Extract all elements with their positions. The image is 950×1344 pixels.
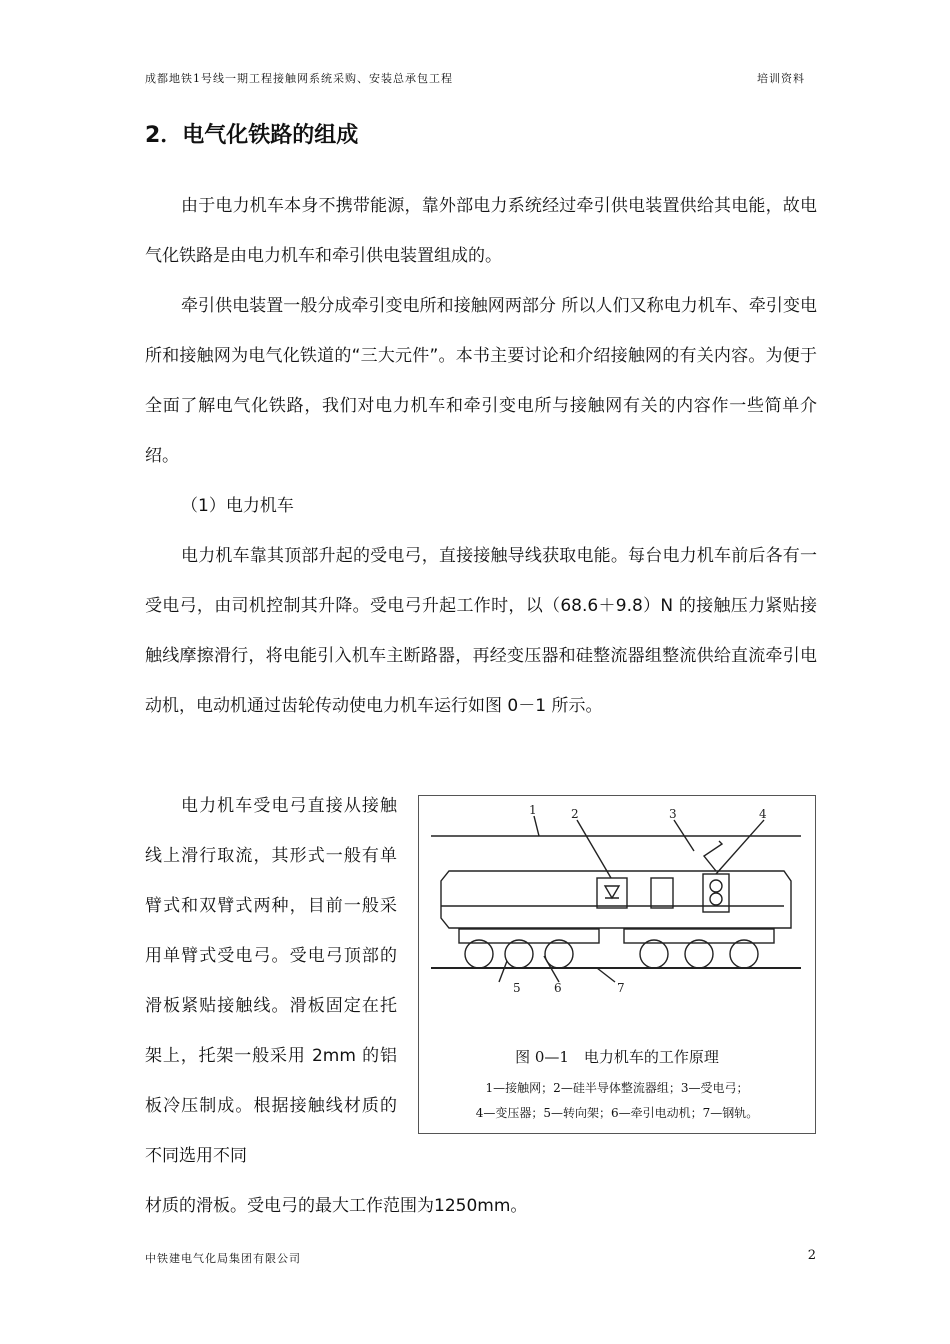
header-doc-type: 培训资料 xyxy=(757,72,805,85)
paragraph-1: 由于电力机车本身不携带能源，靠外部电力系统经过牵引供电装置供给其电能，故电气化铁路是由电力机车和牵引供电装置组成的。 xyxy=(145,196,817,266)
rectifier-box xyxy=(597,878,627,908)
page-header xyxy=(145,70,805,90)
label-7: 7 xyxy=(617,981,625,995)
label-6: 6 xyxy=(554,981,562,995)
bogie-right xyxy=(624,929,774,943)
paragraph-4-end: 材质的滑板。受电弓的最大工作范围为1250mm。 xyxy=(145,1196,528,1216)
page-number: 2 xyxy=(807,1248,817,1263)
label-5: 5 xyxy=(513,981,521,995)
bogie-left xyxy=(459,929,599,943)
rectifier-symbol xyxy=(605,886,619,898)
label-2: 2 xyxy=(571,807,579,821)
figure-legend-line-2: 4—变压器；5—转向架；6—牵引电动机；7—钢轨。 xyxy=(475,1106,759,1120)
paragraph-4: 电力机车受电弓直接从接触线上滑行取流，其形式一般有单臂式和双臂式两种，目前一般采用单臂式受电弓。受电弓顶部的滑板紧贴接触线。滑板固定在托架上，托架一般采用 2mm 的铝板冷压制成。根据接触线材质的不同选用不同 xyxy=(145,796,397,1166)
section-title: 2．电气化铁路的组成 xyxy=(145,123,359,148)
label-3: 3 xyxy=(669,807,677,821)
label-4: 4 xyxy=(759,807,767,821)
figure-caption: 图 0—1 电力机车的工作原理 xyxy=(515,1048,719,1066)
paragraph-2: 牵引供电装置一般分成牵引变电所和接触网两部分 所以人们又称电力机车、牵引变电所和接触网为电气化铁道的“三大元件”。本书主要讨论和介绍接触网的有关内容。为便于全面了解电气化铁路，我们对电力机车和牵引变电所与接触网有关的内容作一些简单介绍。 xyxy=(145,296,817,466)
footer-company: 中铁建电气化局集团有限公司 xyxy=(145,1252,301,1265)
locomotive-body xyxy=(441,871,791,928)
pantograph xyxy=(704,841,722,871)
paragraph-3: 电力机车靠其顶部升起的受电弓，直接接触导线获取电能。每台电力机车前后各有一受电弓，由司机控制其升降。受电弓升起工作时，以（68.6＋9.8）N 的接触压力紧贴接触线摩擦滑行，将电能引入机车主断路器，再经变压器和硅整流器组整流供给直流牵引电动机，电动机通过齿轮传动使电力机车运行如图 0－1 所示。 xyxy=(145,546,817,716)
header-project-title: 成都地铁1号线一期工程接触网系统采购、安装总承包工程 xyxy=(145,72,453,85)
locomotive-diagram xyxy=(419,796,815,1041)
page-footer xyxy=(145,1250,817,1270)
middle-box xyxy=(651,878,673,908)
sub-heading-electric-locomotive: （1）电力机车 xyxy=(181,496,294,516)
label-1: 1 xyxy=(529,803,537,817)
figure-locomotive-principle xyxy=(418,795,816,1134)
figure-legend-line-1: 1—接触网；2—硅半导体整流器组；3—受电弓； xyxy=(485,1081,749,1095)
